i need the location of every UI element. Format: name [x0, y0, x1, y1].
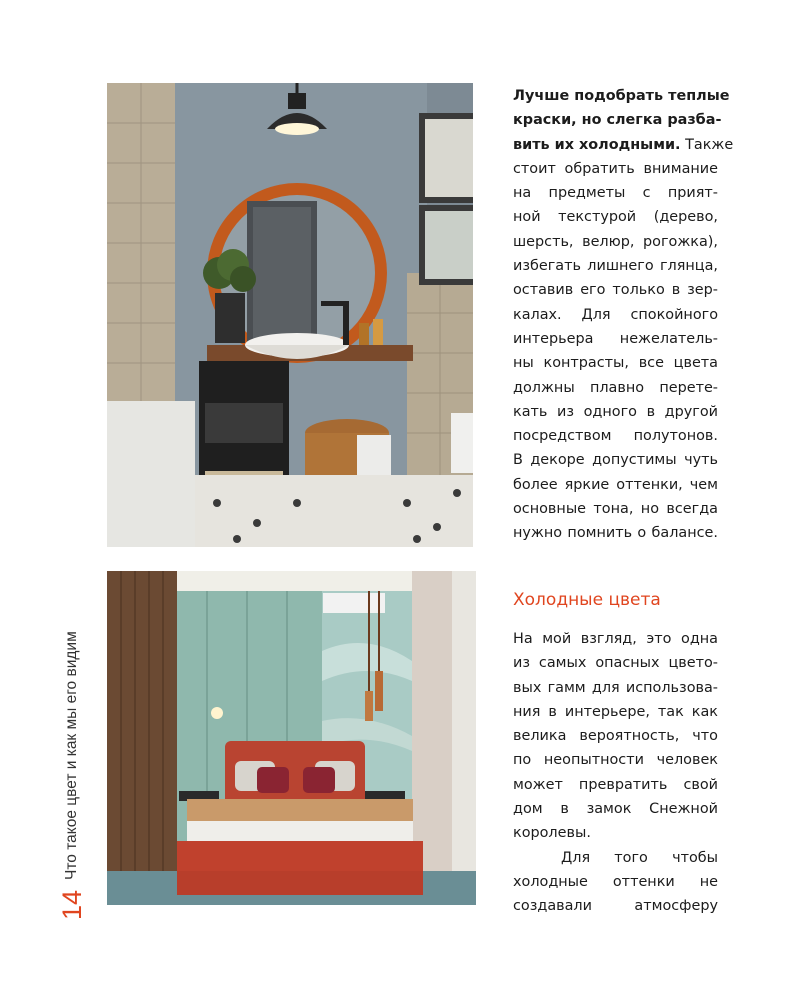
text-line: стоит обратить внимание [513, 160, 718, 177]
text-line: избегать лишнего глянца, [513, 258, 718, 275]
text-line: королевы. [513, 825, 591, 842]
text-line: посредством полутонов. [513, 428, 718, 445]
text-line: создавали атмосферу [513, 898, 718, 915]
text-line: из самых опасных цвето- [513, 655, 718, 672]
text-line: Для того чтобы [561, 849, 718, 866]
text-line: ны контрасты, все цвета [513, 355, 718, 372]
section-heading: Холодные цвета [513, 590, 661, 610]
bathroom-photo [107, 83, 473, 547]
paragraph-cold-colors [513, 627, 718, 919]
text-line: вых гамм для использова- [513, 679, 718, 696]
text-line [513, 133, 734, 157]
text-line: шерсть, велюр, рогожка), [513, 233, 718, 250]
text-line: оставив его только в зер- [513, 282, 718, 299]
text-line: велика вероятность, что [513, 728, 718, 745]
text-line: дом в замок Снежной [513, 801, 718, 818]
text-line: В декоре допустимы чуть [513, 452, 718, 469]
text-line: Лучше подобрать теплые [513, 88, 730, 104]
bedroom-photo [107, 571, 476, 905]
text-line: на предметы с прият- [513, 185, 718, 202]
text-line: нужно помнить о балансе. [513, 525, 718, 542]
text-line: На мой взгляд, это одна [513, 631, 718, 647]
text-line: интерьера нежелатель- [513, 330, 718, 347]
paragraph-warm-colors [513, 84, 734, 546]
text-line: должны плавно перете- [513, 379, 718, 396]
text-line: кать из одного в другой [513, 403, 718, 420]
text-line: ния в интерьере, так как [513, 703, 718, 720]
text-line: может превратить свой [513, 776, 718, 793]
text-line: основные тона, но всегда [513, 501, 718, 518]
running-title: Что такое цвет и как мы его видим [63, 631, 80, 880]
text-line: ной текстурой (дерево, [513, 209, 718, 226]
text-line: более яркие оттенки, чем [513, 476, 718, 493]
text-line: холодные оттенки не [513, 873, 718, 890]
side-running-header [52, 590, 92, 920]
page-number: 14 [56, 889, 87, 920]
text-line: калах. Для спокойного [513, 306, 718, 323]
text-line: краски, но слегка разба- [513, 112, 722, 129]
bold-text: вить их холодными. [513, 136, 681, 153]
text-line: по неопытности человек [513, 752, 718, 769]
text-tail: Также [680, 136, 734, 153]
